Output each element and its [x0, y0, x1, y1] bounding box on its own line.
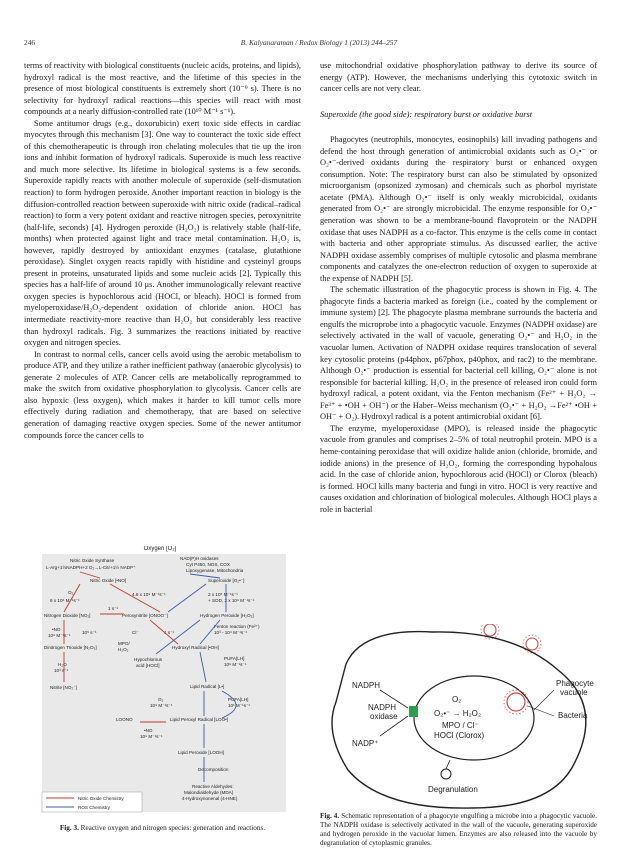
label-k3: 2 x 10⁵ M⁻¹s⁻¹: [208, 592, 238, 597]
label-no2: Nitrogen Dioxide [NO₂]: [44, 613, 91, 618]
label-superoxide: Superoxide [O₂•⁻]: [208, 578, 245, 583]
figure-4-caption-label: Fig. 4.: [320, 812, 340, 820]
label-loono: LOONO: [116, 717, 133, 722]
running-title: B. Kalyanaraman / Redox Biology 1 (2013) 244–257: [240, 38, 398, 47]
figure-4-caption-text: Schematic representation of a phagocyte engulfing a microbe into a phagocytic vacuole. The NADPH oxidase is selectively activated in the wall of the vacuole, generating superoxide and hydrogen peroxide in the vacuolar lumen. Enzymes are also released into the vacuole by degranulation of cytoplasmic granules.: [320, 812, 598, 847]
label-nadph-oxidase-2: oxidase: [370, 712, 398, 721]
nadph-oxidase-complex: [409, 706, 418, 717]
label-cl: Cl⁻: [132, 630, 139, 635]
label-hocl-1: Hypochlorous: [134, 657, 163, 662]
label-h2o2: Hydrogen Peroxide [H₂O₂]: [200, 613, 254, 618]
granule: [441, 769, 451, 779]
label-pufa-2: PUFA[LH]: [228, 697, 249, 702]
pointer-vacuole: [534, 690, 554, 710]
label-nitric-oxide: Nitric Oxide [•NO]: [90, 578, 127, 583]
label-nos-reaction: L-Arg+1½NADPH+2 O₂→L-Citr+1½ NADP⁺: [46, 565, 136, 570]
label-nadph-oxidases: NAD(P)H oxidases: [180, 556, 219, 561]
label-phagocyte-2: vacuole: [560, 688, 588, 697]
label-bacteria: Bacteria: [558, 711, 588, 720]
left-paragraph-3: In contrast to normal cells, cancer cells avoid using the aerobic metabolism to produce ATP, and they utilize a rather inefficient pathway (anaerobic glycolysis) to generate 2 molecules of ATP. Cancer cells are metabolically reprogrammed to make the switch from oxidative phosphorylation to glycolysis. Cancer cells are also hypoxic (less oxygen), which makes it harder to kill tumor cells more effectively during radiation and chemotherapy, that are based on selective generation of damaging reactive oxygen species. Some of the newer antitumor compounds force the cancer cells to: [24, 349, 301, 440]
label-oxygen: Oxygen [O₂]: [143, 546, 177, 552]
label-aldehydes-2: Malondialdehyde (MDA): [184, 790, 234, 795]
label-cyt: Cyt P450, NOS, COX: [186, 562, 230, 567]
label-k6: 10³ - 10⁴ M⁻¹s⁻¹: [214, 630, 248, 635]
label-k8: 10⁹ M⁻¹s⁻¹: [224, 662, 247, 667]
right-paragraph-4: The enzyme, myeloperoxidase (MPO), is released inside the phagocytic vacuole from granules and comprises 2–5% of total neutrophil protein. MPO is a heme-containing peroxidase that will oxidize halide anion (chloride, bromide, and iodide anions) in the presence of H₂O₂, forming the corresponding hypohalous acid. In the case of chloride anion, hypochlorous acid (HOCl) or Clorox (bleach) is formed. HOCl kills many bacteria and fungi in vitro. HOCl is very reactive and causes oxidation and chlorination of biological molecules. Although HOCl plays a role in bacterial: [320, 423, 597, 514]
label-aldehydes-3: 4-Hydroxynonenal (4-HNE): [182, 796, 238, 801]
label-k5: 10⁵ s⁻¹: [82, 630, 97, 635]
label-pufa-1: PUFA[LH]: [224, 656, 245, 661]
figure-4: [322, 624, 608, 814]
label-k4: 10⁹ M⁻¹s⁻¹: [48, 633, 71, 638]
right-column: [320, 60, 597, 515]
page-number: 246: [24, 38, 36, 47]
label-mpo-cl: MPO / Cl⁻: [442, 721, 479, 730]
label-nitrite: Nitrite [NO₂⁻]: [50, 685, 77, 690]
label-o2: O₂: [452, 695, 462, 704]
label-superoxide-h2o2: O₂•⁻ → H₂O₂: [434, 709, 482, 718]
label-no-c: •NO: [144, 728, 153, 733]
label-o2: O₂: [68, 590, 74, 595]
legend-ros: ROS Chemistry: [78, 805, 110, 810]
label-o2-b: O₂: [158, 697, 164, 702]
label-hocl: HOCl (Clorox): [434, 731, 485, 740]
label-mpo-h2o2: H₂O₂: [118, 647, 129, 652]
label-nadph: NADPH: [352, 681, 381, 690]
label-phagocyte-1: Phagocyte: [556, 679, 594, 688]
label-decomposition: Decomposition: [198, 767, 229, 772]
label-lipoxygenase: Lipoxygenase, Mitochondria: [186, 568, 244, 573]
label-no-b: •NO: [52, 627, 61, 632]
label-k10: 10¹ M⁻¹s⁻¹: [228, 703, 250, 708]
label-hocl-2: acid [HOCl]: [136, 663, 160, 668]
degranulation-arrow: [446, 760, 450, 769]
label-h2o: H₂O: [58, 662, 67, 667]
label-k2: 6 x 10⁶ M⁻¹s⁻¹: [50, 598, 80, 603]
right-paragraph-2: Phagocytes (neutrophils, monocytes, eosinophils) kill invading pathogens and defend the host through generation of antimicrobial oxidants such as O₂•⁻ or O₂•⁻-derived oxidants during the respiratory burst or enhanced oxygen consumption. Note: The respiratory burst can also be stimulated by opsonized microorganism (opsonized zymosan) and chemicals such as phorbol myristate acetate (PMA). Although O₂•⁻ itself is only weakly microbicidal, oxidants generated from O₂•⁻ are strongly microbicidal. The enzyme responsible for O₂•⁻ generation was shown to be a membrane-bound flavoprotein or the NADPH oxidase that uses NADPH as a co-factor. This enzyme is the cells come in contact with bacteria and other appropriate stimulus. As discussed earlier, the active NADPH oxidase assembly comprises of multiple cytosolic and plasma membrane components and catalyzes the one-electron reduction of oxygen to superoxide at the expense of NADPH [5].: [320, 135, 597, 283]
figure-3-caption-label: Fig. 3.: [59, 824, 79, 832]
label-nadp: NADP⁺: [352, 739, 379, 748]
label-k1: 4.6 x 10⁹ M⁻¹s⁻¹: [132, 592, 166, 597]
label-lipid-peroxide: Lipid Peroxide [LOOH]: [178, 750, 224, 755]
label-k11: 10⁹ M⁻¹s⁻¹: [140, 734, 163, 739]
label-k9: 10⁹ M⁻¹s⁻¹: [150, 703, 173, 708]
figure-4-caption: [320, 812, 597, 848]
label-degranulation: Degranulation: [428, 785, 478, 794]
label-lipid-radical: Lipid Radical [L•]: [190, 684, 225, 689]
label-s1: 1 s⁻¹: [108, 606, 119, 611]
legend-nitric: Nitric Oxide Chemistry: [78, 796, 124, 801]
label-mpo: MPO/: [118, 641, 130, 646]
pointer-bacteria: [528, 706, 554, 716]
label-aldehydes-1: Reactive Aldehydes:: [192, 784, 234, 789]
label-nadph-oxidase-1: NADPH: [368, 703, 397, 712]
label-n2o3: Dinitrogen Trioxide [N₂O₃]: [44, 645, 97, 650]
label-fenton: Fenton reaction (Fe²⁺): [214, 624, 260, 629]
figure-3-caption-text: Reactive oxygen and nitrogen species: generation and reactions.: [80, 824, 266, 832]
label-hydroxyl: Hydroxyl Radical [•OH]: [172, 645, 219, 650]
label-peroxynitrite: Peroxynitrite [ONOO⁻]: [122, 613, 168, 618]
bacteria-inside: [504, 690, 528, 714]
right-paragraph-3: The schematic illustration of the phagocytic process is shown in Fig. 4. The phagocyte finds a bacteria marked as foreign (i.e., coated by the complement or immune system) [2]. The phagocyte plasma membrane surrounds the bacteria and engulfs the microprobe into a phagocytic vacuole. Enzymes (NADPH oxidase) are selectively activated in the wall of vacuole, generating O₂•⁻ and H₂O₂ in the vacuolar lumen. Activation of NADPH oxidase requires translocation of several key cytosolic proteins (p44phox, p67phox, p40phox, and rac2) to the membrane. Although O₂•⁻ production is essential for bacterial cell killing, O₂•⁻ alone is not responsible for bacterial killing. H₂O₂ in the presence of released iron could form hydroxyl radical, a potent oxidant, via the Fenton mechanism (Fe²⁺ + H₂O₂ → Fe³⁺ + •OH + OH⁻) or the Haber–Weiss mechanism (O₂•⁻ + H₂O₂ →Fe²⁺ •OH + OH⁻ + O₂). Hydroxyl radical is a potent antimicrobial oxidant [6].: [320, 285, 597, 422]
page-header: [24, 38, 614, 50]
phagocyte-diagram: [322, 624, 608, 814]
phagocytic-vacuole: [414, 676, 534, 760]
left-column: [24, 60, 301, 441]
label-nos: Nitric Oxide Synthase: [70, 558, 115, 563]
figure-3: [40, 546, 288, 816]
ros-rns-diagram: [40, 546, 288, 816]
section-heading: Superoxide (the good side): respiratory burst or oxidative burst: [320, 109, 533, 119]
label-s2: 1 s⁻¹: [164, 630, 175, 635]
label-k7: 10³ s⁻¹: [54, 668, 69, 673]
label-lipid-peroxyl: Lipid Peroxyl Radical [LOO•]: [170, 717, 229, 722]
left-paragraph-1: terms of reactivity with biological constituents (nucleic acids, proteins, and lipids), hydroxyl radical is the most reactive, and the lifetime of this species in the presence of most biological constituents is extremely short (10⁻⁹ s). There is no selectivity for hydroxyl radical reactions—this species will react with most compounds at a nearly diffusion-controlled rate (10¹⁰ M⁻¹ s⁻¹).: [24, 61, 301, 117]
bacteria-outside-2: [523, 635, 541, 653]
label-sod: + SOD, 2 x 10⁹ M⁻¹s⁻¹: [208, 598, 255, 603]
figure-3-caption: [24, 824, 301, 833]
left-paragraph-2: Some antitumor drugs (e.g., doxorubicin) exert toxic side effects in cardiac myocytes through this mechanism [3]. One way to counteract the toxic side effect of this chemotherapeutic is through iron chelating molecules that tie up the iron ions and inhibit formation of hydroxyl radicals. Superoxide is much less reactive and much more selective. Its lifetime in biological systems is a few seconds. Superoxide rapidly reacts with another molecule of superoxide (self-dismutation reaction) to form hydrogen peroxide. Another important reaction in biology is the diffusion-controlled reaction between superoxide with nitric oxide (radical–radical reaction) to form a very potent oxidant and reactive nitrogen species, peroxynitrite (half-life, seconds) [4]. Hydrogen peroxide (H₂O₂) is relatively stable (half-life, months) when protected against light and trace metal contamination. H₂O₂ is, however, rapidly destroyed by antioxidant enzymes (catalase, glutathione peroxidase). Singlet oxygen reacts rapidly with histidine and cysteinyl groups present in proteins, unsaturated lipids and some nucleic acids [2]. Typically this species has a half-life of around 10 μs. Another immunologically relevant reactive oxygen species is hypochlorous acid (HOCl, or bleach). HOCl is formed from myeloperoxidase/H₂O₂-dependent oxidation of chloride anion. HOCl has intermediate reactivity-more reactive than H₂O₂ but considerably less reactive than hydroxyl radicals. Fig. 3 summarizes the reactions initiated by reactive oxygen and nitrogen species.: [24, 118, 301, 348]
right-paragraph-1: use mitochondrial oxidative phosphorylation pathway to derive its source of energy (ATP). However, the mechanisms underlying this cytotoxic switch in cancer cells are not very clear.: [320, 61, 597, 94]
